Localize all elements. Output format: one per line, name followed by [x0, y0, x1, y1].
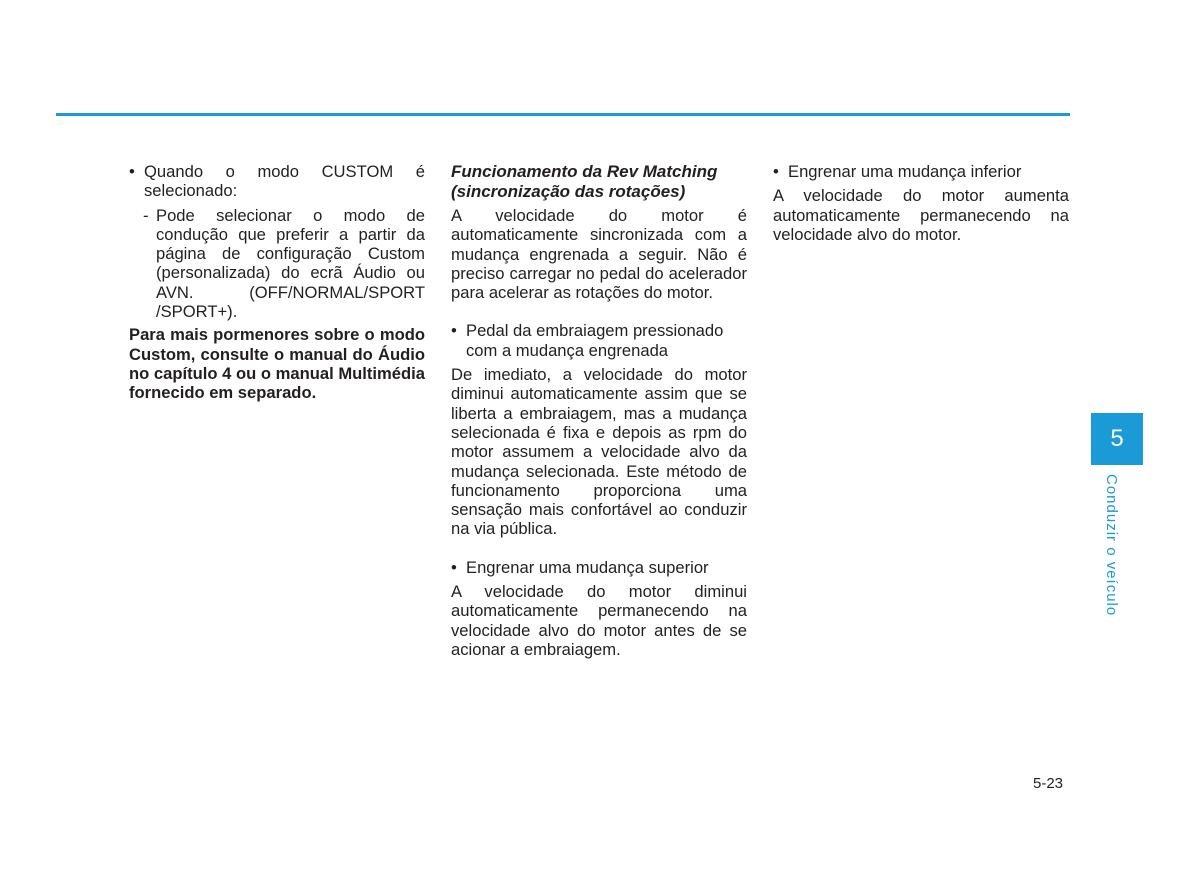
- chapter-tab: 5: [1091, 413, 1143, 465]
- bullet-text: Pedal da embraiagem pressionado com a mudança engrenada: [466, 321, 724, 360]
- dash-mark: -: [143, 205, 149, 225]
- bullet-mark: •: [451, 557, 457, 577]
- bullet-item: [129, 162, 425, 201]
- sub-text: Pode selecionar o modo de condução que preferir a partir da página de configuração Custom (personalizada) do ecrã Áudio ou AVN. (OFF/NORMAL/SPORT /SPORT+).: [156, 205, 425, 322]
- bullet-mark: •: [773, 162, 779, 181]
- bullet-text: Quando o modo CUSTOM é selecionado:: [144, 162, 425, 201]
- bullet-text: Engrenar uma mudança superior: [466, 557, 709, 577]
- bullet-text: Engrenar uma mudança inferior: [788, 162, 1022, 181]
- intro-paragraph: A velocidade do motor é automaticamente sincronizada com a mudança engrenada a seguir. Não é preciso carregar no pedal do acelerador para acelerar as rotações do motor.: [451, 206, 747, 303]
- section-heading: Funcionamento da Rev Matching (sincronização das rotações): [451, 162, 718, 201]
- paragraph: A velocidade do motor diminui automaticamente permanecendo na velocidade alvo do motor antes de se acionar a embraiagem.: [451, 582, 747, 659]
- chapter-title: Conduzir o veículo: [1103, 474, 1120, 617]
- column-1: [129, 162, 425, 403]
- bullet-item: [451, 321, 747, 360]
- column-2: [451, 162, 747, 659]
- page-number: 5-23: [1033, 775, 1064, 792]
- paragraph: De imediato, a velocidade do motor diminui automaticamente assim que se liberta a embraiagem, mas a mudança selecionada é fixa e depois as rpm do motor assumem a velocidade alvo da mudança selecionada. Este método de funcionamento proporciona uma sensação mais confortável ao conduzir na via pública.: [451, 365, 747, 539]
- paragraph: A velocidade do motor aumenta automaticamente permanecendo na velocidade alvo do motor.: [773, 186, 1069, 244]
- bullet-item: [451, 558, 747, 577]
- custom-mode-note: Para mais pormenores sobre o modo Custom, consulte o manual do Áudio no capítulo 4 ou o manual Multimédia fornecido em separado.: [129, 325, 425, 403]
- header-rule: [56, 113, 1070, 116]
- sub-item: [129, 206, 425, 322]
- bullet-mark: •: [129, 162, 135, 181]
- column-3: [773, 162, 1069, 244]
- bullet-item: [773, 162, 1069, 181]
- bullet-mark: •: [451, 321, 457, 341]
